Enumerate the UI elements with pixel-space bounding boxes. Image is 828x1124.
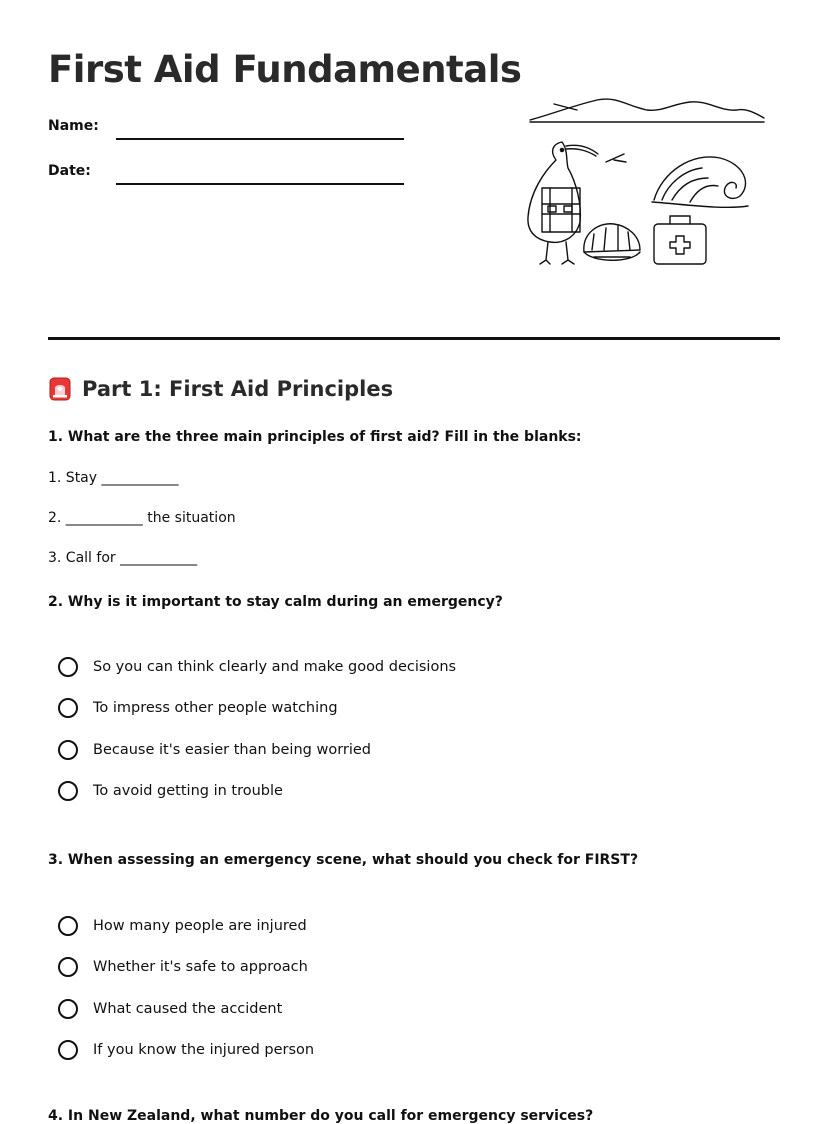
question-4: 4. In New Zealand, what number do you call for emergency services? bbox=[48, 1108, 594, 1124]
name-input-line[interactable] bbox=[116, 138, 404, 140]
q2-option-a[interactable] bbox=[58, 655, 456, 679]
radio-button[interactable] bbox=[58, 740, 78, 760]
radio-button[interactable] bbox=[58, 657, 78, 677]
q3-option-a[interactable] bbox=[58, 914, 307, 938]
radio-button[interactable] bbox=[58, 781, 78, 801]
option-label: What caused the accident bbox=[93, 1001, 283, 1017]
q3-option-c[interactable] bbox=[58, 997, 282, 1021]
part1-heading bbox=[48, 372, 393, 406]
radio-button[interactable] bbox=[58, 957, 78, 977]
question-3: 3. When assessing an emergency scene, what should you check for FIRST? bbox=[48, 852, 639, 868]
date-input-line[interactable] bbox=[116, 183, 404, 185]
siren-icon bbox=[48, 376, 72, 402]
q2-option-c[interactable] bbox=[58, 738, 371, 762]
option-label: To impress other people watching bbox=[93, 700, 338, 716]
option-label: If you know the injured person bbox=[93, 1042, 315, 1058]
radio-button[interactable] bbox=[58, 999, 78, 1019]
name-label: Name: bbox=[48, 118, 99, 134]
q2-option-d[interactable] bbox=[58, 779, 283, 803]
option-label: How many people are injured bbox=[93, 918, 307, 934]
name-field[interactable] bbox=[48, 118, 408, 142]
first-aid-illustration-icon bbox=[522, 92, 770, 272]
q1-blank-3[interactable]: 3. Call for ___________ bbox=[48, 550, 198, 566]
radio-button[interactable] bbox=[58, 916, 78, 936]
section-divider bbox=[48, 337, 780, 340]
option-label: Because it's easier than being worried bbox=[93, 742, 372, 758]
option-label: To avoid getting in trouble bbox=[93, 783, 283, 799]
option-label: So you can think clearly and make good decisions bbox=[93, 659, 457, 675]
q1-blank-2[interactable]: 2. ___________ the situation bbox=[48, 510, 236, 526]
q3-option-d[interactable] bbox=[58, 1038, 314, 1062]
question-2: 2. Why is it important to stay calm during an emergency? bbox=[48, 594, 503, 610]
page-title: First Aid Fundamentals bbox=[48, 48, 522, 91]
date-label: Date: bbox=[48, 163, 91, 179]
part1-heading-text: Part 1: First Aid Principles bbox=[82, 377, 394, 401]
q1-blank-1[interactable]: 1. Stay ___________ bbox=[48, 470, 179, 486]
date-field[interactable] bbox=[48, 163, 408, 187]
q2-option-b[interactable] bbox=[58, 696, 338, 720]
radio-button[interactable] bbox=[58, 698, 78, 718]
q3-option-b[interactable] bbox=[58, 955, 308, 979]
question-1: 1. What are the three main principles of first aid? Fill in the blanks: bbox=[48, 429, 582, 445]
option-label: Whether it's safe to approach bbox=[93, 959, 308, 975]
radio-button[interactable] bbox=[58, 1040, 78, 1060]
